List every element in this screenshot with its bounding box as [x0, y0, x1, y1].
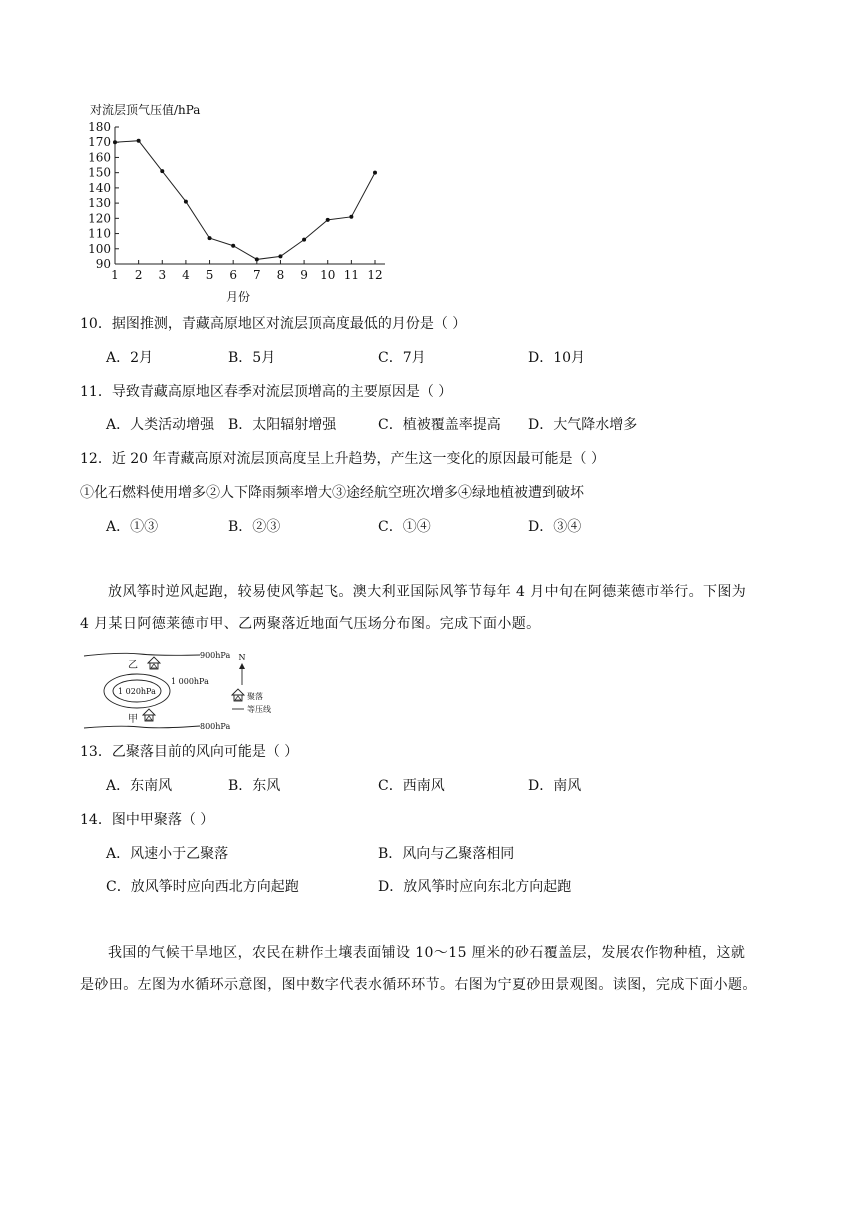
x-tick-label: 6	[229, 268, 238, 282]
q13-option-b[interactable]: B．东风	[228, 778, 281, 794]
isobar-bottom-label: 800hPa	[200, 722, 231, 731]
q14-option-b[interactable]: B．风向与乙聚落相同	[378, 846, 515, 862]
q12-option-d[interactable]: D．③④	[528, 519, 582, 535]
passage-sand-field	[80, 937, 792, 1001]
legend-settlement-label: 聚落	[247, 692, 263, 701]
data-point	[208, 236, 212, 240]
passage-sand-line-1: 我国的气候干旱地区，农民在耕作土壤表面铺设 10～15 厘米的砂石覆盖层，发展农作物种植，这就	[108, 945, 746, 961]
y-tick-label: 140	[88, 180, 111, 195]
data-point	[278, 254, 282, 258]
y-tick-label: 170	[88, 135, 111, 150]
settlement-yi-label: 乙	[128, 660, 138, 671]
x-tick-label: 4	[182, 268, 190, 282]
isobar-top-label: 900hPa	[200, 651, 231, 660]
y-tick-label: 110	[88, 226, 111, 241]
x-tick-label: 10	[320, 268, 336, 282]
outer-isobar-label: 1 000hPa	[171, 677, 209, 686]
q10-option-b[interactable]: B．5月	[228, 350, 276, 366]
q14-option-a[interactable]: A．风速小于乙聚落	[106, 846, 229, 862]
q13-option-c[interactable]: C．西南风	[378, 778, 445, 794]
question-12-statements: ①化石燃料使用增多②人下降雨频率增大③途经航空班次增多④绿地植被遭到破坏	[80, 485, 584, 501]
data-point	[302, 238, 306, 242]
question-14-stem: 14．图中甲聚落（ ）	[80, 812, 215, 828]
x-tick-label: 1	[111, 268, 119, 282]
y-tick-label: 160	[88, 150, 111, 165]
question-13-stem: 13．乙聚落目前的风向可能是（ ）	[80, 744, 299, 760]
north-label: N	[238, 653, 246, 662]
x-tick-label: 3	[158, 268, 167, 282]
y-tick-label: 150	[88, 165, 111, 180]
passage-kite-line-1: 放风筝时逆风起跑，较易使风筝起飞。澳大利亚国际风筝节每年 4 月中旬在阿德莱德市举行。下图为	[108, 584, 747, 600]
y-tick-label: 100	[88, 241, 111, 256]
legend-isobar-label: 等压线	[247, 705, 271, 714]
isobar-bottom	[84, 726, 200, 728]
passage-kite-line-2: 4 月某日阿德莱德市甲、乙两聚落近地面气压场分布图。完成下面小题。	[80, 616, 541, 632]
x-tick-label: 7	[252, 268, 261, 282]
legend-settlement-icon	[232, 689, 244, 701]
pressure-line-chart	[80, 96, 400, 311]
q13-option-a[interactable]: A．东南风	[106, 778, 173, 794]
q12-option-a[interactable]: A．①③	[106, 519, 159, 535]
x-tick-label: 2	[134, 268, 143, 282]
settlement-jia-icon	[143, 709, 155, 721]
y-tick-label: 120	[88, 211, 111, 226]
isobar-top	[84, 653, 200, 656]
data-point	[373, 171, 377, 175]
data-point	[113, 140, 117, 144]
data-point	[184, 200, 188, 204]
x-tick-label: 11	[343, 268, 360, 282]
question-11-stem: 11．导致青藏高原地区春季对流层顶增高的主要原因是（ ）	[80, 384, 453, 400]
data-point	[160, 169, 164, 173]
q14-option-c[interactable]: C．放风筝时应向西北方向起跑	[106, 879, 299, 895]
settlement-jia-label: 甲	[128, 714, 138, 725]
q12-option-c[interactable]: C．①④	[378, 519, 431, 535]
q11-option-c[interactable]: C．植被覆盖率提高	[378, 417, 501, 433]
q10-option-a[interactable]: A．2月	[106, 350, 154, 366]
question-12-stem: 12．近 20 年青藏高原对流层顶高度呈上升趋势，产生这一变化的原因最可能是（ ）	[80, 451, 605, 467]
y-tick-label: 130	[88, 196, 111, 211]
chart-x-axis-label: 月份	[225, 290, 251, 304]
x-tick-label: 5	[205, 268, 214, 282]
chart-y-axis-label: 对流层顶气压值/hPa	[90, 103, 201, 117]
data-point	[349, 215, 353, 219]
inner-isobar-label: 1 020hPa	[118, 687, 156, 696]
q13-option-d[interactable]: D．南风	[528, 778, 582, 794]
x-tick-label: 9	[300, 268, 308, 282]
passage-kite	[80, 576, 792, 640]
pressure-field-diagram	[80, 645, 290, 735]
data-point	[231, 244, 235, 248]
x-tick-label: 12	[367, 268, 383, 282]
q12-option-b[interactable]: B．②③	[228, 519, 281, 535]
y-tick-label: 90	[95, 257, 111, 271]
y-tick-label: 180	[88, 120, 111, 134]
settlement-yi-icon	[148, 657, 160, 669]
pressure-series-line	[115, 141, 375, 260]
q10-option-d[interactable]: D．10月	[528, 350, 586, 366]
data-point	[137, 139, 141, 143]
q11-option-d[interactable]: D．大气降水增多	[528, 417, 638, 433]
passage-sand-line-2: 是砂田。左图为水循环示意图，图中数字代表水循环环节。右图为宁夏砂田景观图。读图，完成下面小题。	[80, 977, 757, 993]
q14-option-d[interactable]: D．放风筝时应向东北方向起跑	[378, 879, 572, 895]
q11-option-a[interactable]: A．人类活动增强	[106, 417, 215, 433]
question-10-stem: 10．据图推测，青藏高原地区对流层顶高度最低的月份是（ ）	[80, 316, 467, 332]
x-tick-label: 8	[276, 268, 285, 282]
north-arrow-icon	[239, 663, 245, 685]
data-point	[326, 218, 330, 222]
q11-option-b[interactable]: B．太阳辐射增强	[228, 417, 337, 433]
data-point	[255, 257, 259, 261]
q10-option-c[interactable]: C．7月	[378, 350, 426, 366]
